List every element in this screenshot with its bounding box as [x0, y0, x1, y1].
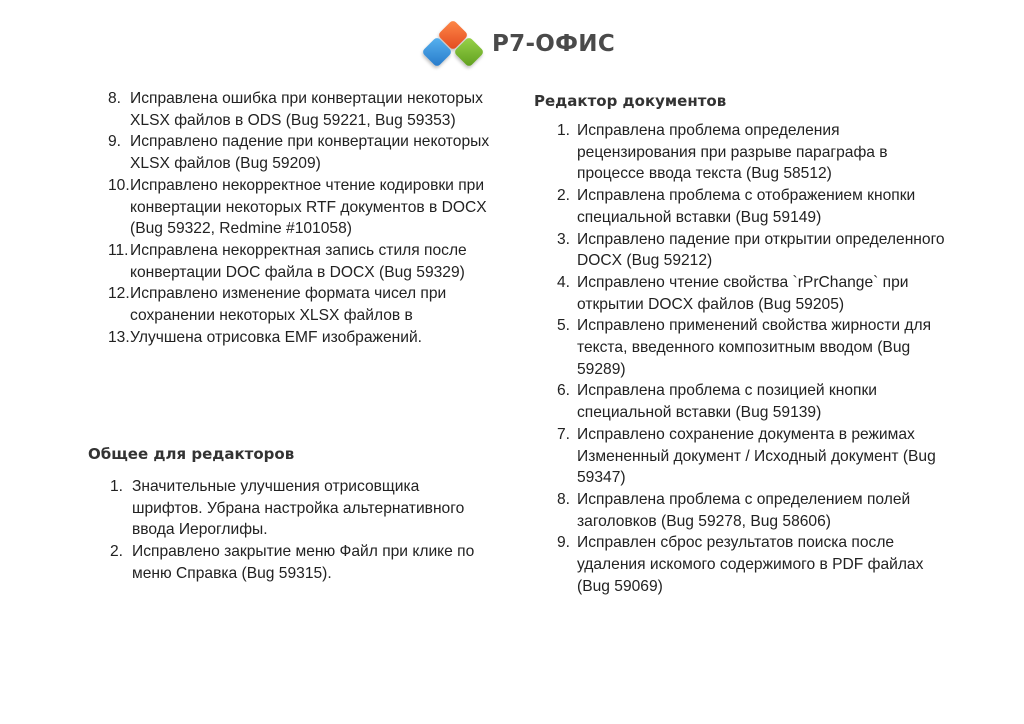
item-number: 11.: [108, 241, 129, 259]
item-text: Улучшена отрисовка EMF изображений.: [130, 328, 422, 346]
item-number: 6.: [557, 382, 571, 400]
item-number: 3.: [557, 230, 571, 248]
list-item: [108, 131, 508, 174]
list-item: [557, 272, 957, 315]
item-number: 10.: [108, 176, 130, 194]
list-item: [557, 229, 957, 272]
item-number: 13.: [108, 328, 130, 346]
list-item: [557, 532, 957, 597]
item-text: Исправлено чтение свойства `rPrChange` при открытии DOCX файлов (Bug 59205): [577, 273, 909, 313]
list-item: [557, 120, 957, 185]
item-number: 5.: [557, 317, 571, 335]
item-number: 9.: [557, 534, 571, 552]
item-number: 2.: [557, 187, 571, 205]
item-text: Значительные улучшения отрисовщика шрифтов. Убрана настройка альтернативного ввода Иероглифы.: [132, 478, 465, 539]
list-item: [108, 175, 508, 240]
item-text: Исправлен сброс результатов поиска после удаления искомого содержимого в PDF файлах (Bug 59069): [577, 534, 924, 595]
item-text: Исправлено применений свойства жирности для текста, введенного композитным вводом (Bug 59289): [577, 317, 932, 378]
item-number: 2.: [110, 543, 124, 561]
item-text: Исправлена некорректная запись стиля после конвертации DOC файла в DOCX (Bug 59329): [130, 241, 467, 281]
item-text: Исправлено изменение формата чисел при сохранении некоторых XLSX файлов в: [130, 285, 447, 325]
item-text: Исправлена проблема с определением полей заголовков (Bug 59278, Bug 58606): [577, 490, 911, 530]
list-item: [557, 380, 957, 423]
list-item: [108, 88, 508, 131]
left-list: [108, 88, 508, 348]
section-heading-general: Общее для редакторов: [88, 445, 295, 463]
item-text: Исправлена проблема с отображением кнопки специальной вставки (Bug 59149): [577, 187, 916, 226]
document-editor-list: [557, 120, 957, 597]
list-item: [557, 185, 957, 228]
item-text: Исправлена проблема с позицией кнопки специальной вставки (Bug 59139): [577, 382, 877, 422]
logo-text: Р7-ОФИС: [492, 31, 615, 57]
list-item: [557, 315, 957, 380]
list-item: [108, 240, 508, 283]
list-item: [110, 541, 490, 584]
item-number: 12.: [108, 285, 130, 303]
logo-diamonds-icon: [420, 16, 486, 72]
item-text: Исправлено сохранение документа в режимах Измененный документ / Исходный документ (Bug 59347): [577, 425, 936, 487]
item-number: 1.: [557, 122, 571, 139]
item-text: Исправлено закрытие меню Файл при клике по меню Справка (Bug 59315).: [132, 543, 475, 582]
list-item: [110, 476, 490, 541]
item-number: 9.: [108, 133, 122, 151]
section-heading-document-editor: Редактор документов: [534, 92, 727, 110]
list-item: [557, 424, 957, 489]
item-text: Исправлено падение при открытии определенного DOCX (Bug 59212): [577, 230, 945, 270]
list-item: [108, 327, 508, 349]
item-number: 7.: [557, 425, 571, 443]
item-number: 1.: [110, 478, 124, 495]
list-item: [108, 283, 508, 326]
item-text: Исправлено некорректное чтение кодировки при конвертации некоторых RTF документов в DOCX (Bug 59322, Redmine #101058): [130, 176, 487, 238]
item-text: Исправлено падение при конвертации некоторых XLSX файлов (Bug 59209): [130, 133, 490, 173]
item-number: 8.: [557, 490, 571, 508]
item-text: Исправлена проблема определения рецензирования при разрыве параграфа в процессе ввода текста (Bug 58512): [577, 122, 888, 183]
list-item: [557, 489, 957, 532]
general-list: [110, 476, 490, 585]
brand-logo: [420, 16, 615, 72]
item-number: 4.: [557, 273, 571, 291]
item-number: 8.: [108, 90, 122, 107]
item-text: Исправлена ошибка при конвертации некоторых XLSX файлов в ODS (Bug 59221, Bug 59353): [130, 90, 483, 129]
